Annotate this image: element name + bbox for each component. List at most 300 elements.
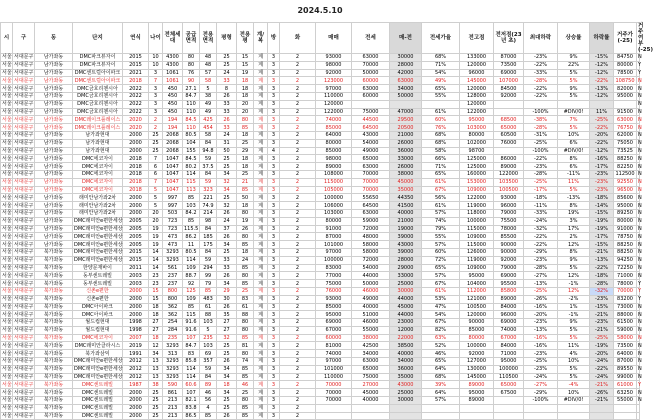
table-cell[interactable]: 2000: [123, 139, 149, 147]
table-cell[interactable]: 69000: [494, 69, 524, 77]
table-cell[interactable]: 남가좌동: [35, 217, 73, 225]
table-cell[interactable]: 계: [254, 389, 268, 397]
table-cell[interactable]: 북가좌동: [35, 365, 73, 373]
table-cell[interactable]: -23%: [590, 178, 614, 186]
table-cell[interactable]: 43000: [390, 381, 422, 389]
table-cell[interactable]: #DIV/0!: [558, 147, 590, 155]
column-header[interactable]: 거주여부(-25): [638, 23, 653, 53]
table-cell[interactable]: 18: [237, 131, 254, 139]
table-cell[interactable]: 30: [217, 295, 237, 303]
table-cell[interactable]: 10%: [558, 389, 590, 397]
table-cell[interactable]: 97000: [316, 85, 352, 93]
table-cell[interactable]: 3: [149, 108, 163, 116]
table-cell[interactable]: 서대문구: [14, 140, 34, 147]
table-cell[interactable]: 15: [237, 54, 254, 62]
table-cell[interactable]: 2: [280, 358, 316, 366]
table-cell[interactable]: N: [638, 155, 642, 162]
table-cell[interactable]: 2000: [123, 404, 149, 412]
table-cell[interactable]: 110500: [494, 373, 524, 381]
table-cell[interactable]: 503: [163, 209, 183, 217]
table-cell[interactable]: 32: [217, 178, 237, 186]
table-cell[interactable]: 78000: [494, 225, 524, 233]
table-cell[interactable]: 60500: [494, 131, 524, 139]
table-cell[interactable]: 5%: [558, 77, 590, 85]
table-cell[interactable]: 68500: [494, 116, 524, 124]
table-cell[interactable]: 22000: [390, 334, 422, 342]
table-cell[interactable]: 서대문구: [14, 257, 34, 264]
table-cell[interactable]: 20: [237, 108, 254, 116]
table-cell[interactable]: 50: [217, 147, 237, 155]
table-cell[interactable]: DMC래미안e편한세상: [74, 241, 123, 248]
table-cell[interactable]: -21%: [590, 326, 614, 334]
table-cell[interactable]: 계: [254, 202, 268, 210]
table-cell[interactable]: 2015: [123, 54, 149, 62]
table-cell[interactable]: 서울: [2, 179, 12, 186]
table-cell[interactable]: 3293: [163, 358, 183, 366]
table-cell[interactable]: 24: [217, 69, 237, 77]
table-cell[interactable]: 3293: [163, 248, 183, 256]
table-cell[interactable]: 3: [268, 365, 280, 373]
table-cell[interactable]: 85500: [494, 233, 524, 241]
table-cell[interactable]: 38000: [352, 334, 390, 342]
table-cell[interactable]: 서울: [2, 233, 12, 240]
table-cell[interactable]: 79000: [494, 209, 524, 217]
table-cell[interactable]: 서울: [2, 303, 12, 310]
table-cell[interactable]: 65%: [422, 85, 460, 93]
table-cell[interactable]: 32: [217, 202, 237, 210]
table-cell[interactable]: 41500: [390, 202, 422, 210]
table-cell[interactable]: 서대문구: [14, 108, 34, 115]
table-cell[interactable]: N: [638, 93, 642, 100]
table-cell[interactable]: 계: [254, 139, 268, 147]
table-cell[interactable]: 65%: [422, 264, 460, 272]
table-cell[interactable]: 2: [280, 139, 316, 147]
table-cell[interactable]: 12000: [390, 326, 422, 334]
table-cell[interactable]: DMC금호리첸시아: [73, 85, 123, 93]
table-cell[interactable]: -23%: [524, 350, 558, 358]
table-cell[interactable]: 남가좌동: [35, 147, 73, 155]
table-cell[interactable]: 북가좌동: [35, 397, 73, 405]
table-cell[interactable]: 800: [163, 295, 183, 303]
table-cell[interactable]: DMC센트레빌: [73, 397, 123, 405]
table-cell[interactable]: 계: [254, 124, 268, 132]
table-cell[interactable]: 88250: [614, 248, 637, 256]
table-cell[interactable]: DMC에코자이: [73, 178, 123, 186]
table-cell[interactable]: 서대문구: [14, 218, 34, 225]
table-cell[interactable]: 126000: [460, 248, 494, 256]
table-cell[interactable]: 14: [149, 248, 163, 256]
table-cell[interactable]: 25: [149, 389, 163, 397]
table-cell[interactable]: 1047: [163, 155, 183, 163]
table-cell[interactable]: 남가좌동: [35, 186, 73, 194]
table-cell[interactable]: 래미안남가좌2차: [73, 209, 123, 217]
table-cell[interactable]: 서울: [2, 194, 12, 201]
table-cell[interactable]: 80: [237, 209, 254, 217]
table-cell[interactable]: 남가좌동: [35, 155, 73, 163]
table-cell[interactable]: 590: [163, 381, 183, 389]
table-cell[interactable]: 20: [237, 100, 254, 108]
table-cell[interactable]: 84000: [494, 303, 524, 311]
table-cell[interactable]: 46000: [352, 319, 390, 327]
table-cell[interactable]: 84: [200, 248, 217, 256]
table-cell[interactable]: 85: [237, 186, 254, 194]
table-cell[interactable]: 28000: [390, 61, 422, 69]
table-cell[interactable]: 38: [200, 92, 217, 100]
table-cell[interactable]: 북가좌동: [35, 326, 73, 334]
table-cell[interactable]: 서울: [2, 257, 12, 264]
table-cell[interactable]: 51000: [352, 311, 390, 319]
table-cell[interactable]: -33%: [524, 69, 558, 77]
column-header[interactable]: 전체세대: [163, 23, 183, 54]
table-cell[interactable]: 1047: [163, 163, 183, 171]
table-cell[interactable]: -22%: [524, 85, 558, 93]
table-cell[interactable]: -100%: [524, 397, 558, 405]
table-cell[interactable]: [614, 100, 637, 108]
table-cell[interactable]: 221: [200, 194, 217, 202]
table-cell[interactable]: 5: [200, 326, 217, 334]
table-cell[interactable]: N: [638, 140, 642, 147]
table-cell[interactable]: 64000: [316, 131, 352, 139]
table-cell[interactable]: 102000: [460, 139, 494, 147]
column-header[interactable]: 전저점(23년 초): [494, 23, 524, 54]
table-cell[interactable]: 2015: [123, 61, 149, 69]
table-cell[interactable]: 35: [217, 311, 237, 319]
table-cell[interactable]: 서대문구: [14, 101, 34, 108]
table-cell[interactable]: 북가좌동: [35, 373, 73, 381]
table-cell[interactable]: 89000: [494, 295, 524, 303]
table-cell[interactable]: 33: [217, 77, 237, 85]
table-cell[interactable]: 73500: [494, 61, 524, 69]
table-cell[interactable]: 30000: [390, 397, 422, 405]
table-cell[interactable]: 108000: [316, 170, 352, 178]
table-cell[interactable]: N: [638, 202, 642, 209]
table-cell[interactable]: 서울: [2, 342, 12, 349]
table-cell[interactable]: 3: [268, 350, 280, 358]
table-cell[interactable]: 61%: [422, 108, 460, 116]
table-cell[interactable]: 450: [163, 85, 183, 93]
table-cell[interactable]: 27000: [352, 381, 390, 389]
table-cell[interactable]: 서울: [2, 85, 12, 92]
table-cell[interactable]: N: [638, 124, 642, 131]
table-cell[interactable]: 80: [237, 350, 254, 358]
table-cell[interactable]: 4%: [558, 350, 590, 358]
table-cell[interactable]: 서울: [2, 389, 12, 396]
table-cell[interactable]: -29%: [524, 248, 558, 256]
column-header[interactable]: 구: [13, 23, 35, 54]
table-cell[interactable]: 북가좌삼익: [73, 350, 123, 358]
table-cell[interactable]: 33: [217, 124, 237, 132]
table-cell[interactable]: 9%: [558, 256, 590, 264]
table-cell[interactable]: 7: [149, 155, 163, 163]
table-cell[interactable]: 18: [237, 92, 254, 100]
table-cell[interactable]: 80: [237, 233, 254, 241]
table-cell[interactable]: 3: [268, 131, 280, 139]
table-cell[interactable]: 357: [200, 358, 217, 366]
table-cell[interactable]: 2022: [123, 92, 149, 100]
table-cell[interactable]: 84000: [494, 342, 524, 350]
table-cell[interactable]: 39000: [390, 248, 422, 256]
table-cell[interactable]: #DIV/0!: [558, 397, 590, 405]
column-header[interactable]: 화: [280, 23, 316, 54]
table-cell[interactable]: 101000: [316, 241, 352, 249]
table-cell[interactable]: 57%: [422, 209, 460, 217]
table-cell[interactable]: 64500: [352, 124, 390, 132]
table-cell[interactable]: DMC래미안e편한세상: [74, 225, 123, 232]
table-cell[interactable]: 75000: [316, 280, 352, 288]
table-cell[interactable]: 89000: [316, 163, 352, 171]
table-cell[interactable]: 서울: [2, 280, 12, 287]
table-cell[interactable]: 1998: [123, 319, 149, 327]
table-cell[interactable]: 84: [200, 170, 217, 178]
table-cell[interactable]: -21%: [590, 311, 614, 319]
table-cell[interactable]: 68%: [422, 139, 460, 147]
table-cell[interactable]: 2018: [123, 77, 149, 85]
table-cell[interactable]: 3: [268, 280, 280, 288]
table-cell[interactable]: 98700: [460, 147, 494, 155]
table-cell[interactable]: 2: [280, 342, 316, 350]
table-cell[interactable]: 64000: [614, 350, 637, 358]
table-cell[interactable]: 계: [254, 412, 268, 420]
table-cell[interactable]: 서대문구: [14, 327, 34, 334]
table-cell[interactable]: 76: [183, 69, 200, 77]
table-cell[interactable]: -28%: [524, 77, 558, 85]
column-header[interactable]: 계/복: [254, 23, 268, 54]
table-cell[interactable]: 계: [254, 404, 268, 412]
table-cell[interactable]: 60000: [352, 77, 390, 85]
table-cell[interactable]: -28%: [524, 264, 558, 272]
table-cell[interactable]: N: [638, 101, 642, 108]
table-cell[interactable]: 39000: [390, 233, 422, 241]
table-cell[interactable]: 100000: [316, 256, 352, 264]
table-cell[interactable]: 37: [217, 225, 237, 233]
table-cell[interactable]: [614, 412, 637, 420]
table-cell[interactable]: 2018: [123, 163, 149, 171]
table-cell[interactable]: 65%: [422, 170, 460, 178]
table-cell[interactable]: 46: [237, 381, 254, 389]
table-cell[interactable]: 109000: [460, 186, 494, 194]
table-cell[interactable]: 18: [149, 303, 163, 311]
table-cell[interactable]: 33: [217, 256, 237, 264]
table-cell[interactable]: 2005: [123, 233, 149, 241]
table-cell[interactable]: 2: [280, 202, 316, 210]
table-cell[interactable]: DMC에코자이: [73, 155, 123, 163]
table-cell[interactable]: 19000: [390, 225, 422, 233]
table-cell[interactable]: 27: [149, 319, 163, 327]
table-cell[interactable]: -20%: [524, 311, 558, 319]
table-cell[interactable]: 3: [268, 139, 280, 147]
table-cell[interactable]: 북가좌동: [35, 280, 73, 288]
table-cell[interactable]: 107: [183, 334, 200, 342]
table-cell[interactable]: 115000: [316, 178, 352, 186]
table-cell[interactable]: 2018: [123, 155, 149, 163]
table-cell[interactable]: N: [638, 311, 642, 318]
table-cell[interactable]: -21%: [590, 397, 614, 405]
table-cell[interactable]: N: [638, 303, 642, 310]
table-cell[interactable]: 110000: [316, 373, 352, 381]
table-cell[interactable]: 서울: [2, 397, 12, 404]
table-cell[interactable]: 87000: [316, 233, 352, 241]
table-cell[interactable]: 20: [149, 217, 163, 225]
table-cell[interactable]: 북가좌동: [35, 381, 73, 389]
table-cell[interactable]: 서대문구: [14, 358, 34, 365]
table-cell[interactable]: 213: [163, 404, 183, 412]
table-cell[interactable]: 2000: [123, 295, 149, 303]
table-cell[interactable]: 7: [149, 77, 163, 85]
table-cell[interactable]: 194: [163, 124, 183, 132]
table-cell[interactable]: DMC아이파크: [73, 303, 123, 311]
table-cell[interactable]: [494, 412, 524, 420]
table-cell[interactable]: 25: [217, 248, 237, 256]
table-cell[interactable]: -28%: [524, 124, 558, 132]
table-cell[interactable]: 2068: [163, 139, 183, 147]
table-cell[interactable]: 54000: [352, 139, 390, 147]
table-cell[interactable]: Y: [638, 381, 642, 388]
table-cell[interactable]: 서대문구: [14, 319, 34, 326]
table-cell[interactable]: 3: [268, 256, 280, 264]
table-cell[interactable]: 93000: [316, 295, 352, 303]
table-cell[interactable]: 84.2: [183, 209, 200, 217]
table-cell[interactable]: 서대문구: [14, 280, 34, 287]
table-cell[interactable]: 60.6: [183, 381, 200, 389]
table-cell[interactable]: 59: [200, 155, 217, 163]
table-cell[interactable]: [558, 412, 590, 420]
table-cell[interactable]: 서대문구: [14, 405, 34, 412]
table-cell[interactable]: N: [638, 397, 642, 404]
table-cell[interactable]: N: [638, 257, 642, 264]
table-cell[interactable]: 6%: [558, 163, 590, 171]
table-cell[interactable]: [352, 404, 390, 412]
table-cell[interactable]: 2: [280, 280, 316, 288]
table-cell[interactable]: 95000: [614, 92, 637, 100]
table-cell[interactable]: 2: [280, 334, 316, 342]
table-cell[interactable]: 112500: [615, 171, 635, 178]
table-cell[interactable]: 155: [183, 147, 200, 155]
table-cell[interactable]: 96000: [494, 202, 524, 210]
table-cell[interactable]: [494, 147, 524, 155]
table-cell[interactable]: 91000: [614, 225, 637, 233]
table-cell[interactable]: N: [638, 163, 642, 170]
table-cell[interactable]: 25000: [390, 389, 422, 397]
table-cell[interactable]: 서대문구: [14, 342, 34, 349]
table-cell[interactable]: 45000: [390, 303, 422, 311]
table-cell[interactable]: 남가좌동: [35, 202, 73, 210]
table-cell[interactable]: -16%: [524, 342, 558, 350]
table-cell[interactable]: 54%: [422, 311, 460, 319]
table-cell[interactable]: -38%: [524, 116, 558, 124]
table-cell[interactable]: 9%: [558, 319, 590, 327]
table-cell[interactable]: 84.7: [183, 342, 200, 350]
table-cell[interactable]: 서대문구: [14, 163, 34, 170]
table-cell[interactable]: -25%: [590, 334, 614, 342]
table-cell[interactable]: 93000: [316, 54, 352, 62]
table-cell[interactable]: 69000: [494, 272, 524, 280]
table-cell[interactable]: -16%: [590, 155, 614, 163]
table-cell[interactable]: 27: [149, 326, 163, 334]
table-cell[interactable]: 3: [268, 155, 280, 163]
table-cell[interactable]: 33000: [390, 155, 422, 163]
table-cell[interactable]: 104000: [460, 280, 494, 288]
table-cell[interactable]: 67000: [494, 334, 524, 342]
table-cell[interactable]: 서대문구: [14, 296, 34, 303]
table-cell[interactable]: -23%: [590, 295, 614, 303]
table-cell[interactable]: 월드컵현대: [73, 326, 123, 334]
table-cell[interactable]: -28%: [524, 170, 558, 178]
table-cell[interactable]: DMC래미안e편한세상: [74, 366, 123, 373]
table-cell[interactable]: 67%: [422, 319, 460, 327]
table-cell[interactable]: 3293: [163, 256, 183, 264]
table-cell[interactable]: -22%: [590, 264, 614, 272]
table-cell[interactable]: 69000: [316, 319, 352, 327]
table-cell[interactable]: 10: [149, 61, 163, 69]
table-cell[interactable]: DMC래미안클라시스: [73, 342, 123, 350]
table-cell[interactable]: -15%: [590, 209, 614, 217]
table-cell[interactable]: 서울: [2, 101, 12, 108]
table-cell[interactable]: 2000: [123, 131, 149, 139]
table-cell[interactable]: 2018: [123, 170, 149, 178]
table-cell[interactable]: 서울: [2, 124, 12, 131]
table-cell[interactable]: 63000: [352, 85, 390, 93]
table-cell[interactable]: 3: [268, 202, 280, 210]
table-cell[interactable]: 67000: [316, 326, 352, 334]
table-cell[interactable]: 5: [149, 202, 163, 210]
table-cell[interactable]: 계: [254, 373, 268, 381]
table-cell[interactable]: 한양문재바이: [73, 264, 123, 272]
table-cell[interactable]: 25: [217, 397, 237, 405]
table-cell[interactable]: 14: [149, 264, 163, 272]
table-cell[interactable]: 2: [280, 61, 316, 69]
table-cell[interactable]: 89000: [460, 397, 494, 405]
table-cell[interactable]: 473: [163, 233, 183, 241]
table-cell[interactable]: Y: [638, 296, 642, 303]
table-cell[interactable]: 55650: [352, 194, 390, 202]
table-cell[interactable]: 서울: [2, 218, 12, 225]
table-cell[interactable]: 95000: [494, 358, 524, 366]
table-cell[interactable]: 3: [268, 241, 280, 249]
table-cell[interactable]: 서울: [2, 93, 12, 100]
table-cell[interactable]: 21: [237, 178, 254, 186]
column-header[interactable]: 단지: [73, 23, 123, 54]
table-cell[interactable]: 53%: [422, 295, 460, 303]
table-cell[interactable]: -12%: [590, 69, 614, 77]
table-cell[interactable]: 4: [200, 404, 217, 412]
table-cell[interactable]: N: [638, 335, 642, 342]
table-cell[interactable]: 1987: [123, 381, 149, 389]
table-cell[interactable]: 20: [149, 209, 163, 217]
table-cell[interactable]: Y: [638, 62, 642, 69]
table-cell[interactable]: 19: [237, 69, 254, 77]
table-cell[interactable]: 105000: [316, 186, 352, 194]
table-cell[interactable]: 54%: [422, 69, 460, 77]
table-cell[interactable]: 34000: [390, 358, 422, 366]
table-cell[interactable]: 18: [237, 155, 254, 163]
table-cell[interactable]: -13%: [524, 280, 558, 288]
table-cell[interactable]: 85: [237, 280, 254, 288]
table-cell[interactable]: 87000: [614, 358, 637, 366]
table-cell[interactable]: 25: [217, 54, 237, 62]
table-cell[interactable]: 34: [217, 389, 237, 397]
table-cell[interactable]: 서울: [2, 319, 12, 326]
table-cell[interactable]: 서울: [2, 62, 12, 69]
table-cell[interactable]: 12%: [558, 241, 590, 249]
table-cell[interactable]: 서대문구: [14, 374, 34, 381]
table-cell[interactable]: 98: [200, 217, 217, 225]
table-cell[interactable]: 82250: [614, 163, 637, 171]
table-cell[interactable]: [352, 100, 390, 108]
table-cell[interactable]: 서울: [2, 77, 12, 84]
table-cell[interactable]: [422, 412, 460, 420]
table-cell[interactable]: 계: [254, 131, 268, 139]
table-cell[interactable]: 91000: [316, 225, 352, 233]
